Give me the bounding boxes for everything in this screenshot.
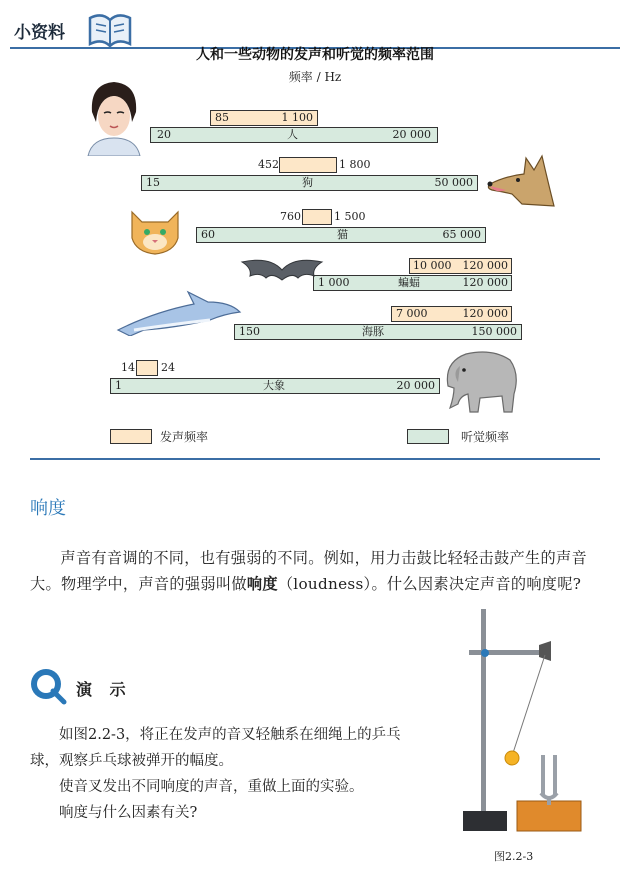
cat-hear-low: 60: [201, 228, 215, 241]
dog-name: 狗: [302, 176, 313, 189]
cat-hear-high: 65 000: [442, 228, 481, 241]
demo-line-3: 响度与什么因素有关?: [59, 805, 198, 821]
tuning-fork-figure: [455, 605, 590, 837]
human-name: 人: [287, 128, 298, 141]
bat-emit-bar: [409, 258, 512, 274]
dog-hear-high: 50 000: [434, 176, 473, 189]
human-emit-bar: [210, 110, 318, 126]
elephant-hear-bar: [110, 378, 440, 394]
dolphin-emit-low: 7 000: [396, 307, 428, 320]
demo-line-2: 使音叉发出不同响度的声音，重做上面的实验。: [59, 779, 364, 795]
dog-emit-high: 1 800: [339, 158, 371, 171]
dog-hear-low: 15: [146, 176, 160, 189]
elephant-emit-bar: [136, 360, 158, 376]
cat-name: 猫: [337, 228, 348, 241]
elephant-emit-low: 14: [121, 361, 135, 374]
demo-text: [30, 722, 420, 826]
magnifier-icon: [28, 666, 68, 706]
dolphin-hear-low: 150: [239, 325, 260, 338]
human-emit-high: 1 100: [281, 111, 313, 124]
section-divider: [30, 458, 600, 460]
legend-emit-label: 发声频率: [160, 430, 209, 444]
dolphin-emit-high: 120 000: [462, 307, 508, 320]
para-term: 响度: [246, 575, 278, 593]
dolphin-hear-high: 150 000: [471, 325, 517, 338]
woman-illustration: [82, 78, 144, 156]
cat-emit-high: 1 500: [334, 210, 366, 223]
elephant-hear-low: 1: [115, 379, 122, 392]
chart-title: 人和一些动物的发声和听觉的频率范围: [196, 47, 434, 63]
dog-illustration: [484, 152, 556, 208]
dog-emit-bar: [279, 157, 337, 173]
figure-caption: 图2.2-3: [494, 850, 534, 863]
legend-hear-swatch: [407, 429, 449, 444]
bat-hear-bar: [313, 275, 512, 291]
bat-hear-low: 1 000: [318, 276, 350, 289]
legend-emit-swatch: [110, 429, 152, 444]
para-text-1: 声音有音调的不同，也有强弱的不同。例如，用力击鼓比轻轻击鼓产生的声音大。物理学中，声音的强弱叫做: [30, 549, 587, 593]
bat-name: 蝙蝠: [398, 276, 420, 289]
dog-emit-low: 452: [258, 158, 279, 171]
cat-illustration: [126, 202, 184, 256]
elephant-hear-high: 20 000: [396, 379, 435, 392]
elephant-name: 大象: [263, 379, 285, 392]
para-text-2: （loudness）。什么因素决定声音的响度呢?: [277, 575, 582, 593]
demo-title: 演 示: [76, 680, 132, 699]
cat-hear-bar: [196, 227, 486, 243]
human-emit-low: 85: [215, 111, 229, 124]
human-hear-low: 20: [157, 128, 171, 141]
bat-hear-high: 120 000: [462, 276, 508, 289]
human-hear-bar: [150, 127, 438, 143]
bat-emit-high: 120 000: [462, 259, 508, 272]
dolphin-name: 海豚: [362, 325, 384, 338]
bat-emit-low: 10 000: [413, 259, 452, 272]
human-hear-high: 20 000: [392, 128, 431, 141]
chart-unit: 频率 / Hz: [288, 70, 342, 84]
section-paragraph: [30, 545, 610, 597]
elephant-emit-high: 24: [161, 361, 175, 374]
section-title: 响度: [30, 498, 66, 519]
bat-illustration: [240, 254, 324, 290]
legend-hear-label: 听觉频率: [461, 430, 510, 444]
dolphin-hear-bar: [234, 324, 522, 340]
dog-hear-bar: [141, 175, 478, 191]
demo-line-1: 如图2.2-3，将正在发声的音叉轻触系在细绳上的乒乓球，观察乒乓球被弹开的幅度。: [30, 727, 401, 769]
cat-emit-low: 760: [280, 210, 301, 223]
dolphin-illustration: [114, 290, 242, 336]
elephant-illustration: [440, 344, 520, 414]
cat-emit-bar: [302, 209, 332, 225]
dolphin-emit-bar: [391, 306, 512, 322]
sidebar-label: 小资料: [14, 23, 65, 43]
